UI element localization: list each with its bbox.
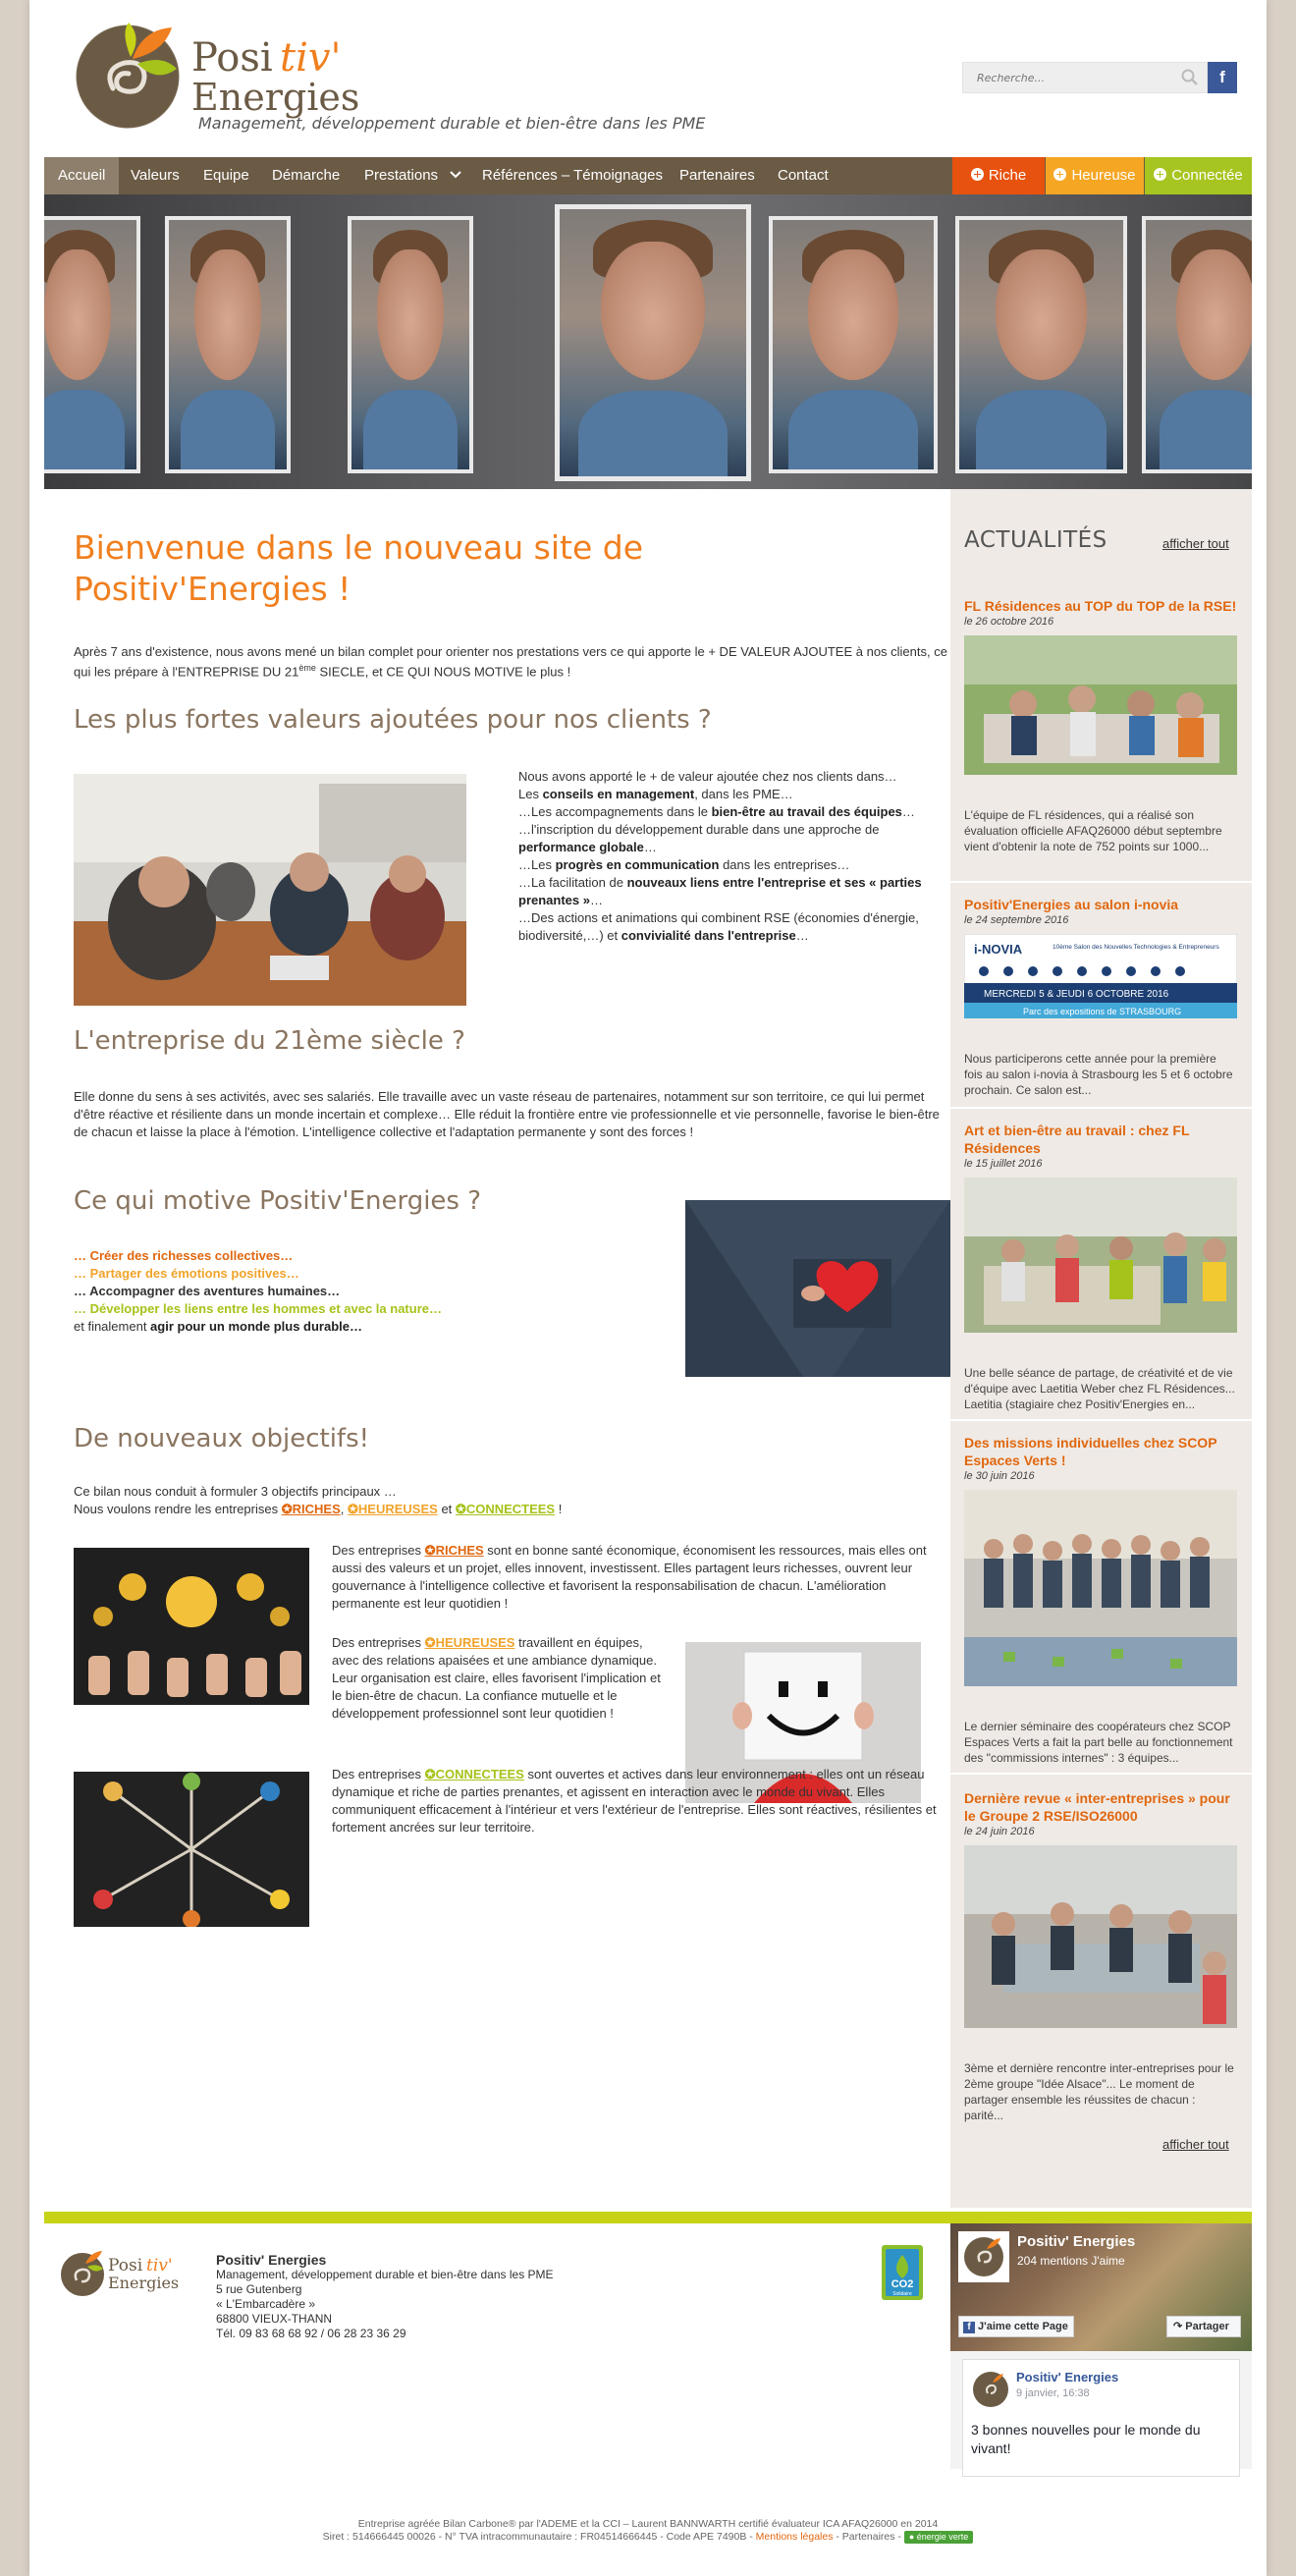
plus-circle-icon: ✪ <box>424 1635 436 1650</box>
connectee-button[interactable]: Connectée <box>1145 157 1252 194</box>
news-date: le 15 juillet 2016 <box>964 1158 1043 1170</box>
plus-circle-icon <box>1154 168 1166 181</box>
energie-verte-badge[interactable]: ● énergie verte <box>904 2531 974 2544</box>
portrait-frame <box>955 216 1127 473</box>
heading-objectifs: De nouveaux objectifs! <box>74 1424 370 1453</box>
footer-contact <box>216 2253 554 2341</box>
news-date: le 30 juin 2016 <box>964 1470 1035 1482</box>
riches-link[interactable]: ✪RICHES <box>281 1502 341 1516</box>
heading-valeurs: Les plus fortes valeurs ajoutées pour nos clients ? <box>74 705 712 735</box>
connectees-paragraph: Des entreprises ✪CONNECTEES sont ouvertes et actives dans leur environnement : elles ont un réseau dynamique et riche de parties prenantes, et agissent en interaction avec le monde du vivant. Elles communiquent efficacement à l'intérieur et vers l'extérieur de l'entreprise. Elles sont réactives, résilientes et fortement ancrées sur leur territoire. <box>332 1767 937 1835</box>
mentions-legales-link[interactable]: Mentions légales <box>755 2531 834 2543</box>
facebook-post-text: 3 bonnes nouvelles pour le monde du vivant! <box>971 2422 1201 2456</box>
svg-text:tiv': tiv' <box>146 2256 173 2275</box>
portrait-frame <box>769 216 938 473</box>
lightbulb-hands-photo <box>74 1548 309 1705</box>
facebook-icon[interactable]: f <box>1208 62 1237 93</box>
leaf-icon: ● <box>908 2532 915 2542</box>
search-input[interactable] <box>963 63 1169 92</box>
news-item[interactable] <box>964 1789 1237 2123</box>
riches-tag[interactable]: ✪RICHES <box>424 1543 484 1558</box>
facebook-page-name[interactable]: Positiv' Energies <box>1017 2233 1136 2250</box>
show-all-news-link-bottom[interactable]: afficher tout <box>1162 2137 1229 2152</box>
plus-circle-icon: ✪ <box>424 1543 436 1558</box>
svg-text:CO2: CO2 <box>891 2278 914 2290</box>
plus-circle-icon: ✪ <box>348 1502 358 1516</box>
share-icon: ↷ <box>1173 2321 1186 2332</box>
connectees-tag[interactable]: ✪CONNECTEES <box>424 1767 524 1781</box>
news-title[interactable]: Des missions individuelles chez SCOP Espaces Verts ! <box>964 1435 1217 1468</box>
riche-button[interactable]: Riche <box>952 157 1045 194</box>
nav-accueil[interactable]: Accueil <box>44 157 119 194</box>
svg-text:10ème Salon des Nouvelles Tech: 10ème Salon des Nouvelles Technologies & Entrepreneurs <box>1053 944 1219 951</box>
plus-circle-icon: ✪ <box>424 1767 436 1781</box>
facebook-post-author[interactable]: Positiv' Energies <box>1016 2370 1119 2384</box>
nav-prestations[interactable] <box>351 157 475 194</box>
nav-partenaires[interactable]: Partenaires <box>679 167 755 184</box>
news-date: le 26 octobre 2016 <box>964 616 1054 628</box>
news-excerpt: L'équipe de FL résidences, qui a réalisé son évaluation officielle AFAQ26000 début septembre vient d'obtenir la note de 752 points sur 1000... <box>964 808 1222 853</box>
hero-banner <box>44 194 1252 489</box>
nav-contact[interactable]: Contact <box>778 167 829 184</box>
news-excerpt: Une belle séance de partage, de créativité et de vie d'équipe avec Laetitia Weber chez FL Résidences... Laetitia (stagiaire chez Positiv'Energies en... <box>964 1366 1235 1411</box>
portrait-frame <box>165 216 291 473</box>
svg-text:Solidaire: Solidaire <box>892 2291 912 2297</box>
news-photo[interactable] <box>964 1178 1237 1333</box>
legal-line: Siret : 514666445 00026 - N° TVA intracommunautaire : FR04514666445 - Code APE 7490B - Mentions légales - Partenaires - ● énergie verte <box>29 2531 1267 2544</box>
nav-prestations-label: Prestations <box>364 167 439 184</box>
svg-text:Posi: Posi <box>191 35 273 81</box>
page <box>29 0 1267 2576</box>
plus-circle-icon <box>1053 168 1066 181</box>
news-item[interactable] <box>964 1434 1237 1766</box>
news-excerpt: Nous participerons cette année pour la première fois au salon i-novia à Strasbourg les 5 et 6 octobre prochain. Ce salon est... <box>964 1052 1233 1097</box>
show-all-news-link[interactable]: afficher tout <box>1162 536 1229 551</box>
news-date: le 24 septembre 2016 <box>964 914 1069 926</box>
inovia-banner[interactable] <box>964 934 1237 1018</box>
heart-pocket-photo <box>685 1200 950 1377</box>
connectees-link[interactable]: ✪CONNECTEES <box>455 1502 556 1516</box>
main-navigation <box>44 157 1252 194</box>
page-title: Bienvenue dans le nouveau site de Positiv'Energies ! <box>74 528 644 608</box>
motive-list: … Créer des richesses collectives… … Partager des émotions positives… … Accompagner des aventures humaines… … Développer les liens entre les hommes et avec la nature… et finalement agir pour un monde plus durable… <box>74 1248 442 1334</box>
intro-text: Après 7 ans d'existence, nous avons mené un bilan complet pour orienter nos prestations vers ce qui apporte le + DE VALEUR AJOUTEE à nos clients, ce qui les prépare à l'ENTREPRISE DU 21ème SIECLE, et CE QUI NOUS MOTIVE le plus ! <box>74 644 947 680</box>
heureuses-link[interactable]: ✪HEUREUSES <box>348 1502 438 1516</box>
co2-solidaire-badge[interactable] <box>882 2245 923 2300</box>
footer-logo[interactable] <box>59 2249 206 2298</box>
footer-line: Tél. 09 83 68 68 92 / 06 28 23 36 29 <box>216 2327 406 2340</box>
tagline: Management, développement durable et bien-être dans les PME <box>198 114 706 133</box>
facebook-post-avatar <box>971 2370 1010 2409</box>
footer-line: Management, développement durable et bien-être dans les PME <box>216 2268 554 2281</box>
plus-circle-icon <box>971 168 984 181</box>
news-date: le 24 juin 2016 <box>964 1826 1035 1837</box>
nav-valeurs[interactable]: Valeurs <box>131 167 180 184</box>
news-separator <box>950 881 1252 883</box>
search-box[interactable] <box>962 62 1208 93</box>
svg-text:Energies: Energies <box>108 2274 180 2292</box>
legal-line: Entreprise agréée Bilan Carbone® par l'ADEME et la CCI – Laurent BANNWARTH certifié évaluateur ICA AFAQ26000 en 2014 <box>357 2518 939 2530</box>
facebook-page-avatar <box>958 2231 1009 2282</box>
portrait-frame <box>1142 216 1252 473</box>
svg-text:i-NOVIA: i-NOVIA <box>974 942 1023 957</box>
legal-footer <box>29 2518 1267 2544</box>
news-title[interactable]: FL Résidences au TOP du TOP de la RSE! <box>964 598 1237 614</box>
news-heading: ACTUALITÉS <box>964 527 1107 553</box>
paragraph-21eme: Elle donne du sens à ses activités, avec ses salariés. Elle travaille avec un vaste réseau de partenaires, notamment sur son territoire, ce qui lui permet d'être réactive et résiliente dans un monde incertain et complexe… Elle réduit la frontière entre vie professionnelle et vie personnelle, favorise le bien-être de chacun et laisse la place à l'émotion. L'intelligence collective et l'adaptation permanente y sont des forces ! <box>74 1089 940 1139</box>
facebook-post[interactable] <box>962 2359 1240 2477</box>
svg-text:Energies: Energies <box>191 76 360 119</box>
facebook-icon: f <box>963 2322 975 2333</box>
chevron-down-icon <box>450 171 461 179</box>
svg-text:MERCREDI 5 & JEUDI 6 OCTOBRE 2: MERCREDI 5 & JEUDI 6 OCTOBRE 2016 <box>984 989 1169 1000</box>
news-excerpt: 3ème et dernière rencontre inter-entreprises pour le 2ème groupe "Idée Alsace"... Le moment de partager ensemble les réussites de chacun : parité... <box>964 2061 1234 2122</box>
news-title[interactable]: Art et bien-être au travail : chez FL Résidences <box>964 1123 1190 1156</box>
objectifs-intro: Ce bilan nous conduit à formuler 3 objectifs principaux … Nous voulons rendre les entreprises ✪RICHES, ✪HEUREUSES et ✪CONNECTEES ! <box>74 1484 563 1516</box>
news-excerpt: Le dernier séminaire des coopérateurs chez SCOP Espaces Verts a fait la part belle au fonctionnement des "commissions internes" : 3 équipes... <box>964 1720 1233 1765</box>
news-separator <box>950 1107 1252 1109</box>
news-photo[interactable] <box>964 1845 1237 2028</box>
facebook-post-date: 9 janvier, 16:38 <box>1016 2387 1090 2399</box>
connected-hands-photo <box>74 1772 309 1927</box>
footer-line: « L'Embarcadère » <box>216 2297 316 2311</box>
nav-references[interactable]: Références – Témoignages <box>482 167 663 184</box>
nav-equipe[interactable]: Equipe <box>203 167 249 184</box>
facebook-like-button[interactable]: f J'aime cette Page <box>958 2316 1074 2337</box>
news-item[interactable] <box>964 597 1237 854</box>
news-item[interactable] <box>964 1122 1237 1412</box>
search-icon[interactable] <box>1181 69 1199 86</box>
news-item[interactable] <box>964 896 1237 1098</box>
riches-paragraph: Des entreprises ✪RICHES sont en bonne santé économique, économisent les ressources, mais elles ont aussi des valeurs et un projet, elles innovent, investissent. Elles partagent leurs richesses, ouvrent leur gouvernance à l'intelligence collective et favorisent la responsabilisation de chacun. L'amélioration permanente est leur quotidien ! <box>332 1543 927 1611</box>
facebook-share-button[interactable]: ↷ Partager <box>1166 2316 1241 2337</box>
heading-motive: Ce qui motive Positiv'Energies ? <box>74 1186 482 1216</box>
facebook-likes: 204 mentions J'aime <box>1017 2254 1125 2268</box>
news-title[interactable]: Dernière revue « inter-entreprises » pour le Groupe 2 RSE/ISO26000 <box>964 1790 1230 1824</box>
footer-divider <box>44 2212 1252 2223</box>
svg-text:tiv': tiv' <box>280 35 342 81</box>
news-separator <box>950 1419 1252 1421</box>
plus-circle-icon: ✪ <box>281 1502 293 1516</box>
portrait-frame-center <box>555 204 751 481</box>
news-separator <box>950 1773 1252 1775</box>
nav-demarche[interactable]: Démarche <box>272 167 341 184</box>
footer-line: 68800 VIEUX-THANN <box>216 2312 333 2326</box>
team-meeting-photo <box>74 774 466 1006</box>
valeurs-list: Nous avons apporté le + de valeur ajoutée chez nos clients dans… Les conseils en management, dans les PME… …Les accompagnements dans le bien-être au travail des équipes… …l'inscription du développement durable dans une approche de performance globale… …Les progrès en communication dans les entreprises… …La facilitation de nouveaux liens entre l'entreprise et ses « parties prenantes »… …Des actions et animations qui combinent RSE (économies d'énergie, biodiversité,…) et convivialité dans l'entreprise… <box>518 769 922 943</box>
news-photo[interactable] <box>964 635 1237 775</box>
news-title[interactable]: Positiv'Energies au salon i-novia <box>964 897 1179 912</box>
facebook-cover[interactable] <box>950 2223 1252 2351</box>
heureuses-paragraph: Des entreprises ✪HEUREUSES travaillent en équipes, avec des relations apaisées et une ambiance dynamique. Leur organisation est claire, elles favorisent l'implication et le bien-être de chacun. La confiance mutuelle et le développement professionnel sont leur quotidien ! <box>332 1635 661 1721</box>
svg-text:Posi: Posi <box>108 2256 143 2275</box>
portrait-frame <box>44 216 140 473</box>
portrait-frame <box>348 216 473 473</box>
heureuses-tag[interactable]: ✪HEUREUSES <box>424 1635 515 1650</box>
heading-21eme: L'entreprise du 21ème siècle ? <box>74 1026 465 1056</box>
news-photo[interactable] <box>964 1490 1237 1686</box>
footer-line: 5 rue Gutenberg <box>216 2282 302 2296</box>
footer-company: Positiv' Energies <box>216 2252 327 2268</box>
plus-circle-icon: ✪ <box>455 1502 466 1516</box>
heureuse-button[interactable]: Heureuse <box>1046 157 1144 194</box>
svg-text:Parc des expositions de STRASB: Parc des expositions de STRASBOURG <box>1023 1007 1182 1016</box>
